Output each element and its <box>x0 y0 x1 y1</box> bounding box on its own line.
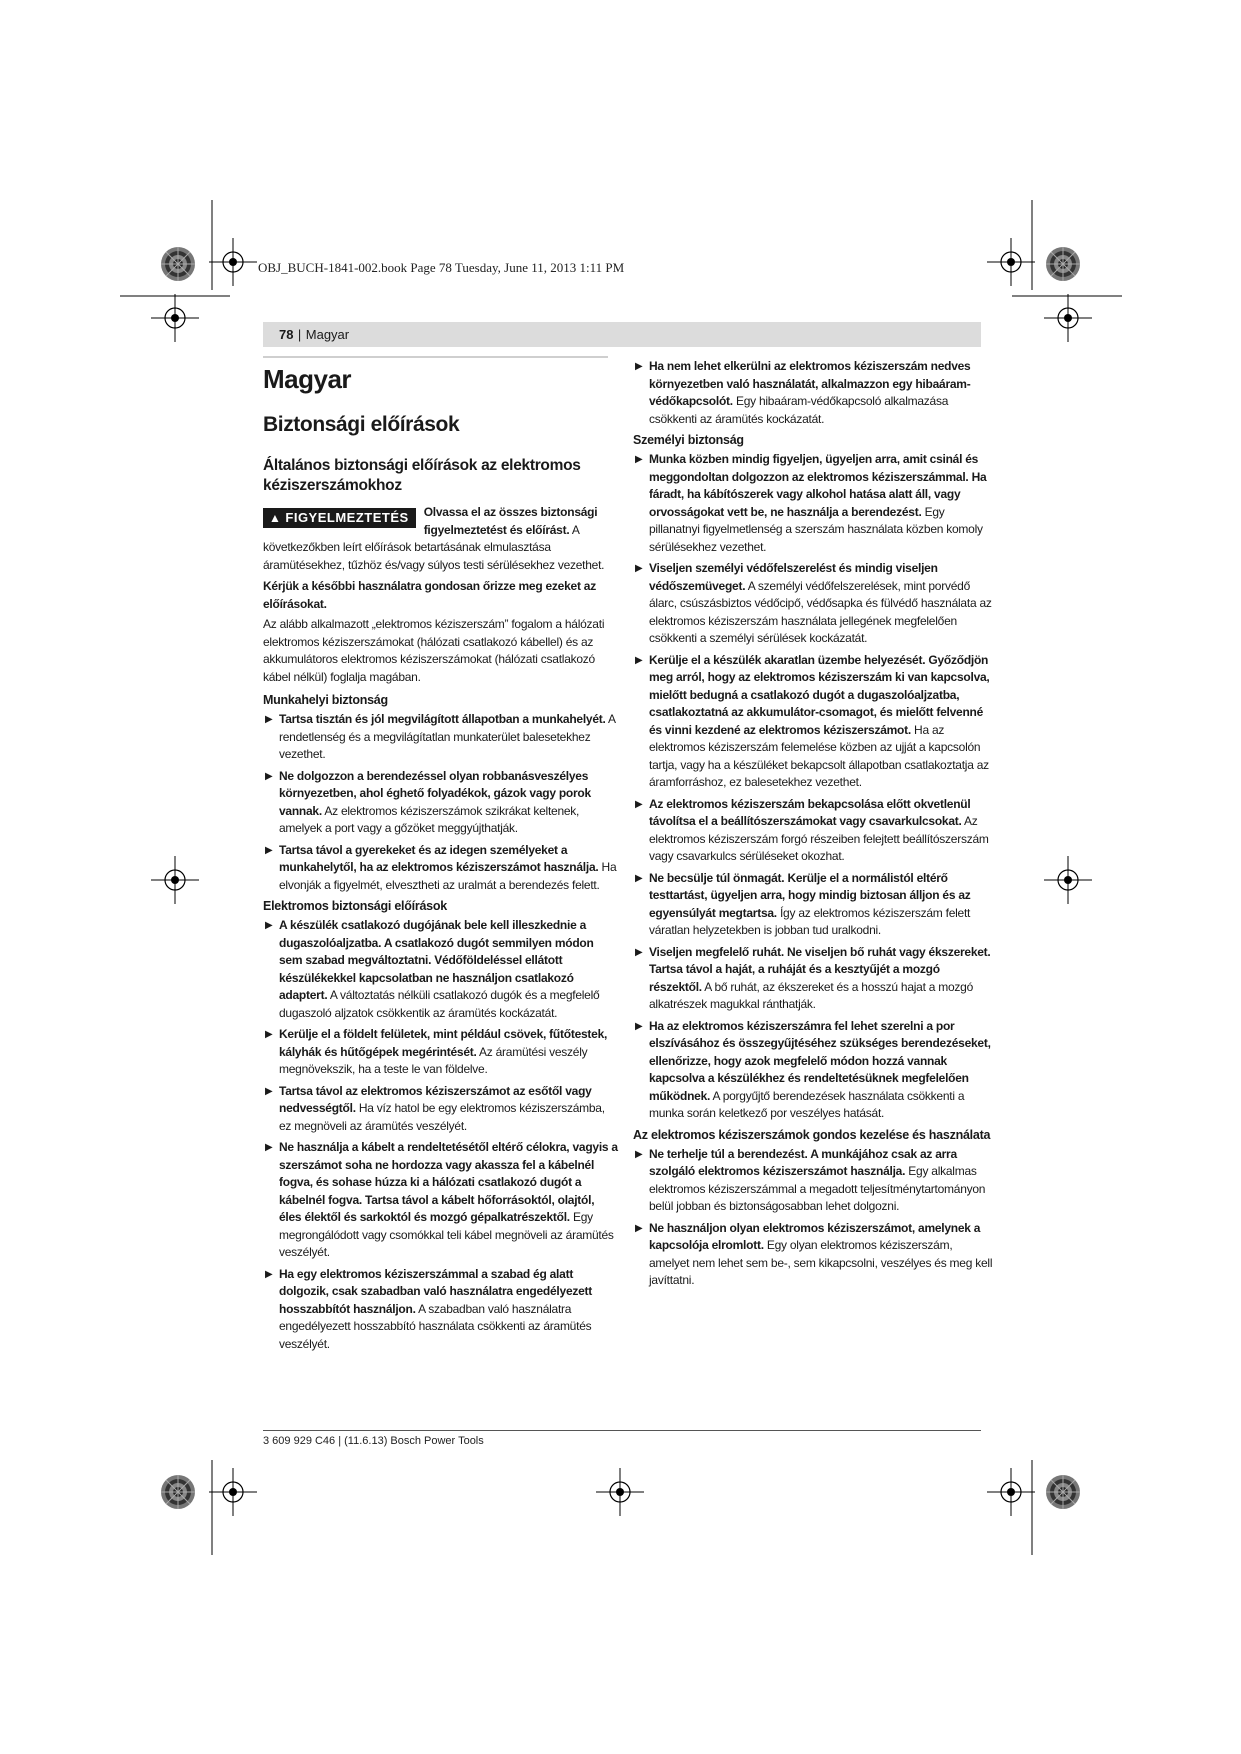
item-lead: Kerülje el a készülék akaratlan üzembe helyezését. Győződjön meg arról, hogy az elektromos kéziszerszám ki van kapcsolva, mielőtt bedugná a csatlakozó dugót a dugaszolóaljzatba, csatlakoztatná az akkumulátor-csomagot, és mielőtt felvenné és vinni kezdené az elektromos kéziszerszámot. <box>649 652 990 737</box>
section-heading: Általános biztonsági előírások az elektromos kéziszerszámokhoz <box>263 457 581 494</box>
item-text: Az elektromos kéziszerszámok szikrákat keltenek, amelyek a port vagy a gőzöket meggyújthatják. <box>279 803 580 835</box>
warning-lead: Olvassa el az összes biztonsági figyelmeztetést és előírást. <box>423 505 598 537</box>
bullet-arrow-icon: ▶ <box>265 1085 273 1097</box>
list-item <box>263 1083 618 1136</box>
definition-paragraph: Az alább alkalmazott „elektromos kéziszerszám” fogalom a hálózati elektromos kéziszerszámokat (hálózati csatlakozó kábellel) és az akkumulátoros elektromos kéziszerszámokat (hálózati csatlakozó kábel nélkül) foglalja magában. <box>263 617 605 684</box>
subsection-title: Az elektromos kéziszerszámok gondos kezelése és használata <box>633 1127 991 1142</box>
bullet-arrow-icon: ▶ <box>265 1029 273 1040</box>
bullet-arrow-icon: ▶ <box>635 654 643 666</box>
item-text: Az áramütési veszély megnövekszik, ha a teste le van földelve. <box>279 1044 588 1076</box>
item-text: Ha az elektromos kéziszerszám felemelése közben az ujját a kapcsolón tartja, vagy ha a készüléket bekapcsolt állapotban csatlakoztatja az áramforráshoz, ez balesetekhez vezethet. <box>649 722 989 789</box>
warning-badge: ▲ FIGYELMEZTETÉS <box>263 508 416 528</box>
item-text: A porgyűjtő berendezések használata csökkenti a munka során keletkező por veszélyes hatását. <box>649 1088 965 1120</box>
list-item <box>263 842 618 895</box>
bullet-arrow-icon: ▶ <box>265 1268 273 1280</box>
item-lead: Ne használja a kábelt a rendeltetésétől eltérő célokra, vagyis a szerszámot soha ne hordozza vagy akassza fel a kábelnél fogva, és sohase húzza ki a hálózati csatlakozó dugót a kábelnél fogva. Tartsa távol a kábelt hőforrásoktól, olajtól, éles élektől és sarkoktól és mozgó gépalkatrészektől. <box>279 1140 618 1224</box>
bullet-arrow-icon: ▶ <box>635 1020 643 1032</box>
bullet-arrow-icon: ▶ <box>265 770 273 782</box>
right-column <box>633 358 995 1294</box>
item-lead: Ne használjon olyan elektromos kéziszerszámot, amelynek a kapcsolója elromlott. <box>649 1220 981 1252</box>
divider <box>263 356 608 358</box>
page-footer: 3 609 929 C46 | (11.6.13) Bosch Power Tools <box>263 1435 484 1447</box>
bullet-arrow-icon: ▶ <box>635 1148 643 1160</box>
list-item <box>263 1266 618 1354</box>
item-lead: Viseljen személyi védőfelszerelést és mindig viseljen védőszemüveget. <box>649 561 938 593</box>
right-sections <box>633 432 995 1290</box>
item-text: Egy alkalmas elektromos kéziszerszámmal a megadott teljesítménytartományon belül jobban és biztonságosabban lehet dolgozni. <box>649 1164 986 1213</box>
item-text: A változtatás nélküli csatlakozó dugók és a megfelelő dugaszoló aljzatok csökkentik az áramütés kockázatát. <box>279 988 600 1020</box>
list-item <box>633 944 995 1014</box>
header-separator: | <box>297 327 302 342</box>
left-column <box>263 356 618 1357</box>
list-item <box>633 560 995 648</box>
item-text: Ha elvonják a figyelmét, elvesztheti az uralmát a berendezés felett. <box>279 860 617 892</box>
bullet-arrow-icon: ▶ <box>635 946 643 958</box>
bullet-arrow-icon: ▶ <box>635 798 643 810</box>
list-item <box>633 652 995 792</box>
bullet-arrow-icon: ▶ <box>635 872 643 884</box>
list-item: ▶ Ha nem lehet elkerülni az elektromos kéziszerszám nedves környezetben való használatát, alkalmazzon egy hibaáram-védőkapcsolót. Egy hibaáram-védőkapcsoló alkalmazása csökkenti az áramütés kockázatát. <box>635 359 971 426</box>
keep-note: Kérjük a későbbi használatra gondosan őrizze meg ezeket az előírásokat. <box>263 579 596 611</box>
bullet-arrow-icon: ▶ <box>635 361 643 372</box>
item-text: Egy megrongálódott vagy csomókkal teli kábel megnöveli az áramütés veszélyét. <box>279 1210 614 1259</box>
footer-divider <box>263 1430 981 1431</box>
item-lead: Az elektromos kéziszerszám bekapcsolása előtt okvetlenül távolítsa el a beállítószerszámokat vagy csavarkulcsokat. <box>649 796 971 828</box>
item-text: Így az elektromos kéziszerszám felett váratlan helyzetekben is jobban tud uralkodni. <box>649 905 971 937</box>
warning-paragraph <box>263 504 618 574</box>
bullet-arrow-icon: ▶ <box>265 920 273 931</box>
subsection-title: Személyi biztonság <box>633 433 744 447</box>
item-lead: Ne terhelje túl a berendezést. A munkájához csak az arra szolgáló elektromos kéziszerszámot használja. <box>649 1146 957 1178</box>
list-item <box>633 451 995 556</box>
item-lead: Tartsa tisztán és jól megvilágított állapotban a munkahelyét. <box>279 712 606 726</box>
list-item <box>633 1146 995 1216</box>
list-item <box>633 1220 995 1290</box>
item-lead: Tartsa távol a gyerekeket és az idegen személyeket a munkahelytől, ha az elektromos kéziszerszámot használja. <box>279 842 599 874</box>
bullet-arrow-icon: ▶ <box>265 844 273 856</box>
bullet-arrow-icon: ▶ <box>635 563 643 574</box>
warning-text: A következőkben leírt előírások betartásának elmulasztása áramütésekhez, tűzhöz és/vagy súlyos testi sérülésekhez vezethet. <box>263 522 605 572</box>
bullet-arrow-icon: ▶ <box>635 454 643 465</box>
item-text: A személyi védőfelszerelések, mint porvédő álarc, csúszásbiztos védőcipő, védősapka és fülvédő használata az elektromos kéziszerszám használata jellegének megfelelően csökkenti a személyi sérülések kockázatát. <box>649 578 992 645</box>
list-item <box>263 1139 618 1262</box>
header-section: Magyar <box>305 327 350 342</box>
section-title: Biztonsági előírások <box>263 413 460 436</box>
list-item <box>263 711 618 764</box>
list-item <box>263 1026 618 1079</box>
item-lead: Ne becsülje túl önmagát. Kerülje el a normálistól eltérő testtartást, ügyeljen arra, hogy mindig biztosan álljon és az egyensúlyát megtartsa. <box>649 870 971 920</box>
item-lead: Kerülje el a földelt felületek, mint például csövek, fűtőtestek, kályhák és hűtőgépek megérintését. <box>279 1027 608 1059</box>
warning-triangle-icon: ▲ <box>269 511 282 525</box>
subsection-title: Munkahelyi biztonság <box>263 693 388 707</box>
bullet-arrow-icon: ▶ <box>265 1142 273 1153</box>
item-lead: Viseljen megfelelő ruhát. Ne viseljen bő ruhát vagy ékszereket. Tartsa távol a haját, a ruháját és a kesztyűjét a mozgó részektől. <box>649 944 991 994</box>
list-item <box>263 768 618 838</box>
bullet-arrow-icon: ▶ <box>635 1222 643 1234</box>
list-item <box>633 796 995 866</box>
item-lead: Ha egy elektromos kéziszerszámmal a szabad ég alatt dolgozik, csak szabadban való használatra engedélyezett hosszabbítót használjon. <box>279 1266 593 1316</box>
item-text: A szabadban való használatra engedélyezett hosszabbító használata csökkenti az áramütés veszélyét. <box>279 1301 592 1351</box>
page-number: 78 <box>279 327 294 342</box>
subsection-title: Elektromos biztonsági előírások <box>263 899 447 913</box>
item-text: Az elektromos kéziszerszám forgó részeiben felejtett beállítószerszám vagy csavarkulcs sérüléseket okozhat. <box>649 814 989 863</box>
item-text: Egy pillanatnyi figyelmetlenség a szerszám használata közben komoly sérülésekhez vezethet. <box>649 504 983 554</box>
item-lead: Tartsa távol az elektromos kéziszerszámot az esőtől vagy nedvességtől. <box>279 1083 592 1115</box>
bullet-arrow-icon: ▶ <box>265 714 273 725</box>
item-lead: Munka közben mindig figyeljen, ügyeljen arra, amit csinál és meggondoltan dolgozzon az elektromos kéziszerszámmal. Ha fáradt, ha kábítószerek vagy alkohol hatása alatt áll, vagy orvosságokat vett be, ne használja a berendezést. <box>649 452 987 519</box>
list-item <box>633 1018 995 1123</box>
item-text: Ha víz hatol be egy elektromos kéziszerszámba, ez megnöveli az áramütés veszélyét. <box>279 1101 605 1133</box>
item-lead: A készülék csatlakozó dugójának bele kell illeszkednie a dugaszolóaljzatba. A csatlakozó dugót semmilyen módon sem szabad megváltoztatni. Védőföldeléssel ellátott készülékekkel kapcsolatban ne használjon csatlakozó adaptert. <box>279 918 594 1002</box>
item-text: A rendetlenség és a megvilágítatlan munkaterület balesetekhez vezethet. <box>279 712 616 761</box>
item-text: Egy olyan elektromos kéziszerszám, amelyet nem lehet sem be-, sem kikapcsolni, veszélyes és meg kell javíttatni. <box>649 1238 993 1287</box>
item-lead: Ha az elektromos kéziszerszámra fel lehet szerelni a por elszívásához és összegyűjtéséhez szükséges berendezéseket, ellenőrizze, hogy azok megfelelő módon hozzá vannak kapcsolva a készülékhez és rendeltetésüknek megfelelően működnek. <box>649 1018 991 1103</box>
left-sections <box>263 692 618 1353</box>
print-header: OBJ_BUCH-1841-002.book Page 78 Tuesday, June 11, 2013 1:11 PM <box>258 260 625 275</box>
page-header-bar <box>263 322 981 347</box>
page-title: Magyar <box>263 364 352 394</box>
list-item <box>263 917 618 1022</box>
item-text: A bő ruhát, az ékszereket és a hosszú hajat a mozgó alkatrészek magukkal ránthatják. <box>649 979 974 1011</box>
list-item <box>633 870 995 940</box>
item-lead: Ne dolgozzon a berendezéssel olyan robbanásveszélyes környezetben, ahol éghető folyadékok, gázok vagy porok vannak. <box>279 768 591 818</box>
